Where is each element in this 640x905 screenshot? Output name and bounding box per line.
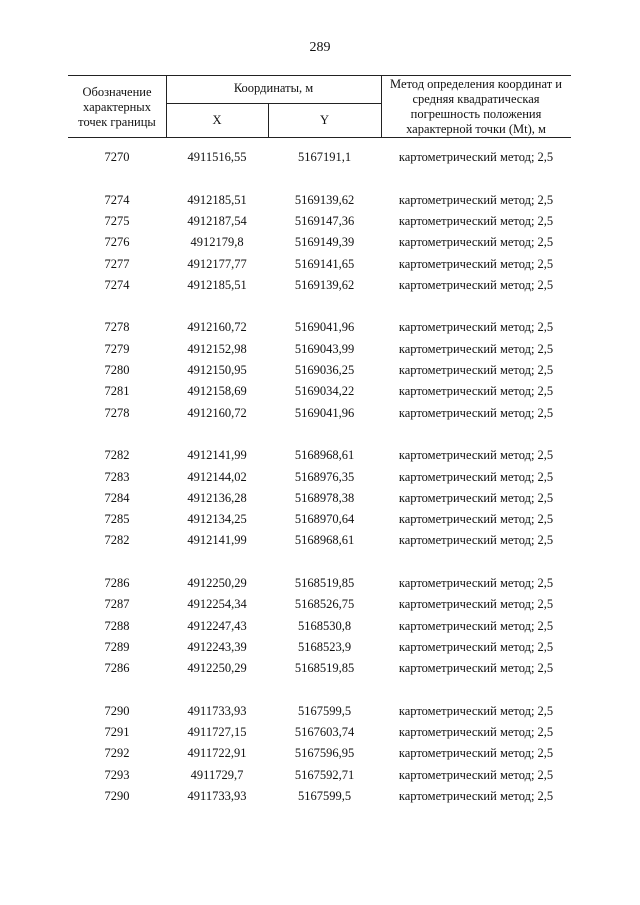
page-number: 289 — [309, 40, 331, 55]
cell-y-coordinate: 5167599,5 — [297, 703, 352, 718]
cell-point-id: 7291 — [104, 725, 130, 740]
cell-x-coordinate: 4911722,91 — [187, 746, 247, 761]
cell-x-coordinate: 4912185,51 — [187, 192, 247, 207]
cell-method: картометрический метод; 2,5 — [398, 384, 554, 399]
cell-method: картометрический метод; 2,5 — [398, 597, 554, 612]
cell-y-coordinate: 5169036,25 — [294, 363, 355, 377]
cell-x-coordinate: 4912134,25 — [187, 512, 247, 527]
cell-x-coordinate: 4912136,28 — [187, 490, 247, 505]
cell-x-coordinate: 4912141,99 — [187, 533, 247, 548]
table-row — [68, 530, 571, 551]
cell-point-id: 7274 — [104, 277, 130, 292]
table-row — [68, 743, 571, 764]
cell-point-id: 7278 — [104, 405, 130, 420]
cell-x-coordinate: 4912158,69 — [187, 384, 247, 399]
cell-x-coordinate: 4911727,15 — [187, 725, 247, 740]
cell-point-id: 7289 — [104, 639, 130, 654]
header-y-label: Y — [319, 113, 330, 127]
cell-point-id: 7290 — [104, 789, 130, 803]
cell-y-coordinate: 5169034,22 — [294, 384, 355, 399]
table-row — [68, 232, 571, 253]
header-point-label: Обозначение характерных точек границы — [78, 85, 156, 129]
cell-method: картометрический метод; 2,5 — [398, 448, 554, 463]
table-row — [68, 658, 571, 679]
cell-method: картометрический метод; 2,5 — [398, 746, 554, 761]
table-row — [68, 403, 571, 424]
cell-x-coordinate: 4911729,7 — [190, 767, 244, 782]
cell-y-coordinate: 5168526,75 — [294, 597, 355, 612]
cell-y-coordinate: 5168519,85 — [294, 661, 355, 676]
cell-x-coordinate: 4912144,02 — [187, 469, 247, 484]
cell-method: картометрический метод; 2,5 — [398, 703, 554, 718]
cell-method: картометрический метод; 2,5 — [398, 405, 554, 420]
cell-y-coordinate: 5167596,95 — [294, 746, 355, 761]
cell-point-id: 7280 — [104, 363, 130, 377]
header-coordinates-label: Координаты, м — [233, 81, 314, 95]
header-method-label: Метод определения координат и средняя квадратическая погрешность положения характерной точки (Mt), м — [390, 77, 562, 136]
cell-y-coordinate: 5168530,8 — [297, 618, 352, 633]
cell-x-coordinate: 4912250,29 — [187, 576, 247, 590]
cell-y-coordinate: 5167592,71 — [294, 767, 355, 782]
cell-point-id: 7281 — [104, 384, 130, 399]
table-row — [68, 509, 571, 530]
table-row — [68, 275, 571, 296]
cell-x-coordinate: 4912185,51 — [187, 277, 247, 292]
table-row — [68, 339, 571, 360]
cell-point-id: 7275 — [104, 213, 130, 228]
table-row — [68, 594, 571, 615]
cell-y-coordinate: 5168968,61 — [294, 533, 355, 548]
cell-point-id: 7293 — [104, 767, 130, 782]
cell-y-coordinate: 5169141,65 — [294, 256, 355, 271]
cell-point-id: 7283 — [104, 469, 130, 484]
cell-method: картометрический метод; 2,5 — [398, 363, 554, 377]
table-row — [68, 765, 571, 786]
cell-x-coordinate: 4911733,93 — [187, 789, 247, 803]
cell-method: картометрический метод; 2,5 — [398, 767, 554, 782]
cell-point-id: 7287 — [104, 597, 130, 612]
cell-point-id: 7282 — [104, 533, 130, 548]
table-row — [68, 722, 571, 743]
table-header — [68, 75, 571, 138]
table-row — [68, 445, 571, 466]
table-row — [68, 573, 571, 594]
cell-x-coordinate: 4912247,43 — [187, 618, 247, 633]
cell-x-coordinate: 4912150,95 — [187, 363, 247, 377]
cell-x-coordinate: 4912243,39 — [187, 639, 247, 654]
cell-point-id: 7290 — [104, 703, 130, 718]
table-row — [68, 616, 571, 637]
header-divider — [166, 103, 381, 104]
cell-point-id: 7270 — [104, 150, 130, 164]
cell-y-coordinate: 5169041,96 — [294, 405, 355, 420]
cell-method: картометрический метод; 2,5 — [398, 469, 554, 484]
cell-y-coordinate: 5169139,62 — [294, 277, 355, 292]
cell-point-id: 7282 — [104, 448, 130, 463]
cell-y-coordinate: 5168523,9 — [297, 639, 352, 654]
cell-point-id: 7286 — [104, 576, 130, 590]
cell-y-coordinate: 5167603,74 — [294, 725, 355, 740]
table-row — [68, 190, 571, 211]
table-row — [68, 360, 571, 381]
table-row — [68, 381, 571, 402]
cell-y-coordinate: 5167191,1 — [297, 150, 352, 164]
table-row — [68, 147, 571, 168]
header-x-label: X — [212, 113, 222, 127]
table-row — [68, 786, 571, 807]
cell-method: картометрический метод; 2,5 — [398, 661, 554, 676]
cell-method: картометрический метод; 2,5 — [398, 277, 554, 292]
cell-y-coordinate: 5167599,5 — [297, 789, 352, 803]
cell-y-coordinate: 5169139,62 — [294, 192, 355, 207]
cell-x-coordinate: 4912179,8 — [190, 235, 244, 250]
table-row — [68, 317, 571, 338]
cell-y-coordinate: 5168976,35 — [294, 469, 355, 484]
cell-y-coordinate: 5168978,38 — [294, 490, 355, 505]
cell-x-coordinate: 4912254,34 — [187, 597, 247, 612]
cell-y-coordinate: 5169043,99 — [294, 341, 355, 356]
cell-method: картометрический метод; 2,5 — [398, 320, 554, 335]
cell-point-id: 7279 — [104, 341, 130, 356]
cell-method: картометрический метод; 2,5 — [398, 235, 554, 250]
cell-point-id: 7277 — [104, 256, 130, 271]
table-row — [68, 254, 571, 275]
cell-point-id: 7292 — [104, 746, 130, 761]
table-row — [68, 467, 571, 488]
table-row — [68, 637, 571, 658]
cell-y-coordinate: 5169147,36 — [294, 213, 355, 228]
cell-point-id: 7276 — [104, 235, 130, 250]
cell-x-coordinate: 4912160,72 — [187, 405, 247, 420]
cell-method: картометрический метод; 2,5 — [398, 512, 554, 527]
cell-y-coordinate: 5168970,64 — [294, 512, 355, 527]
cell-x-coordinate: 4912187,54 — [187, 213, 247, 228]
cell-x-coordinate: 4912250,29 — [187, 661, 247, 676]
table-row — [68, 701, 571, 722]
cell-point-id: 7288 — [104, 618, 130, 633]
cell-point-id: 7286 — [104, 661, 130, 676]
cell-method: картометрический метод; 2,5 — [398, 618, 554, 633]
cell-x-coordinate: 4912141,99 — [187, 448, 247, 463]
cell-point-id: 7284 — [104, 490, 130, 505]
cell-x-coordinate: 4912152,98 — [187, 341, 247, 356]
cell-point-id: 7278 — [104, 320, 130, 335]
cell-x-coordinate: 4911516,55 — [187, 150, 247, 164]
cell-method: картометрический метод; 2,5 — [398, 150, 554, 164]
cell-method: картометрический метод; 2,5 — [398, 533, 554, 548]
table-row — [68, 211, 571, 232]
cell-method: картометрический метод; 2,5 — [398, 256, 554, 271]
cell-y-coordinate: 5168968,61 — [294, 448, 355, 463]
cell-x-coordinate: 4912177,77 — [187, 256, 247, 271]
cell-method: картометрический метод; 2,5 — [398, 192, 554, 207]
cell-x-coordinate: 4911733,93 — [187, 703, 247, 718]
cell-method: картометрический метод; 2,5 — [398, 490, 554, 505]
cell-y-coordinate: 5169149,39 — [294, 235, 355, 250]
cell-point-id: 7274 — [104, 192, 130, 207]
table-row — [68, 488, 571, 509]
cell-method: картометрический метод; 2,5 — [398, 576, 554, 590]
cell-method: картометрический метод; 2,5 — [398, 213, 554, 228]
cell-method: картометрический метод; 2,5 — [398, 789, 554, 803]
cell-x-coordinate: 4912160,72 — [187, 320, 247, 335]
cell-y-coordinate: 5168519,85 — [294, 576, 355, 590]
cell-method: картометрический метод; 2,5 — [398, 639, 554, 654]
cell-method: картометрический метод; 2,5 — [398, 725, 554, 740]
cell-point-id: 7285 — [104, 512, 130, 527]
cell-y-coordinate: 5169041,96 — [294, 320, 355, 335]
cell-method: картометрический метод; 2,5 — [398, 341, 554, 356]
